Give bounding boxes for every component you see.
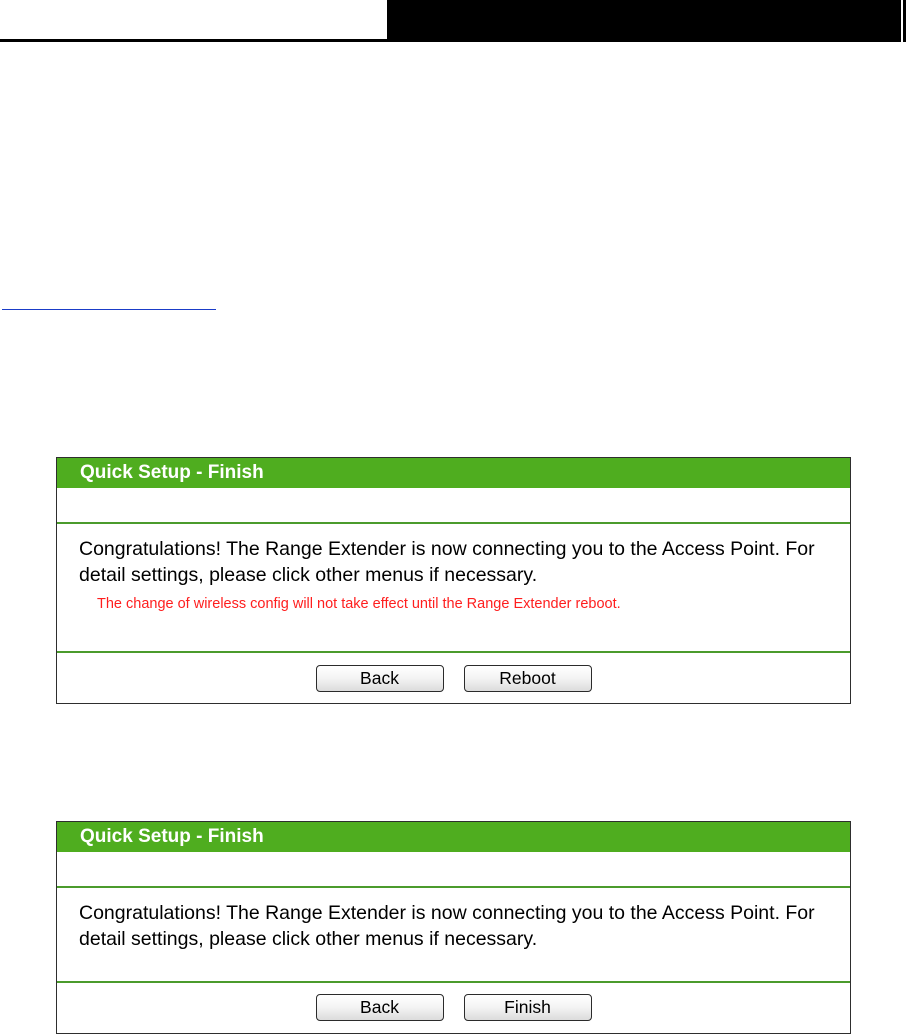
- underline-link[interactable]: [2, 309, 216, 310]
- reboot-button[interactable]: Reboot: [464, 665, 592, 692]
- panel-body: [57, 524, 850, 651]
- back-button[interactable]: Back: [316, 994, 444, 1021]
- reboot-warning: The change of wireless config will not take effect until the Range Extender reboot.: [97, 596, 621, 612]
- panel-spacer: [57, 852, 850, 888]
- panel-body: [57, 888, 850, 981]
- congratulations-message: Congratulations! The Range Extender is now connecting you to the Access Point. For detail settings, please click other menus if necessary.: [79, 902, 815, 950]
- panel-footer: [57, 651, 850, 703]
- quick-setup-finish-panel-reboot: [56, 457, 851, 704]
- panel-title: Quick Setup - Finish: [57, 458, 850, 488]
- panel-footer: [57, 981, 850, 1032]
- congratulations-message: Congratulations! The Range Extender is now connecting you to the Access Point. For detail settings, please click other menus if necessary.: [79, 538, 815, 586]
- panel-spacer: [57, 488, 850, 524]
- panel-title: Quick Setup - Finish: [57, 822, 850, 852]
- header-bar: [387, 0, 901, 42]
- back-button[interactable]: Back: [316, 665, 444, 692]
- top-rule: [0, 39, 387, 42]
- quick-setup-finish-panel: [56, 821, 851, 1034]
- finish-button[interactable]: Finish: [464, 994, 592, 1021]
